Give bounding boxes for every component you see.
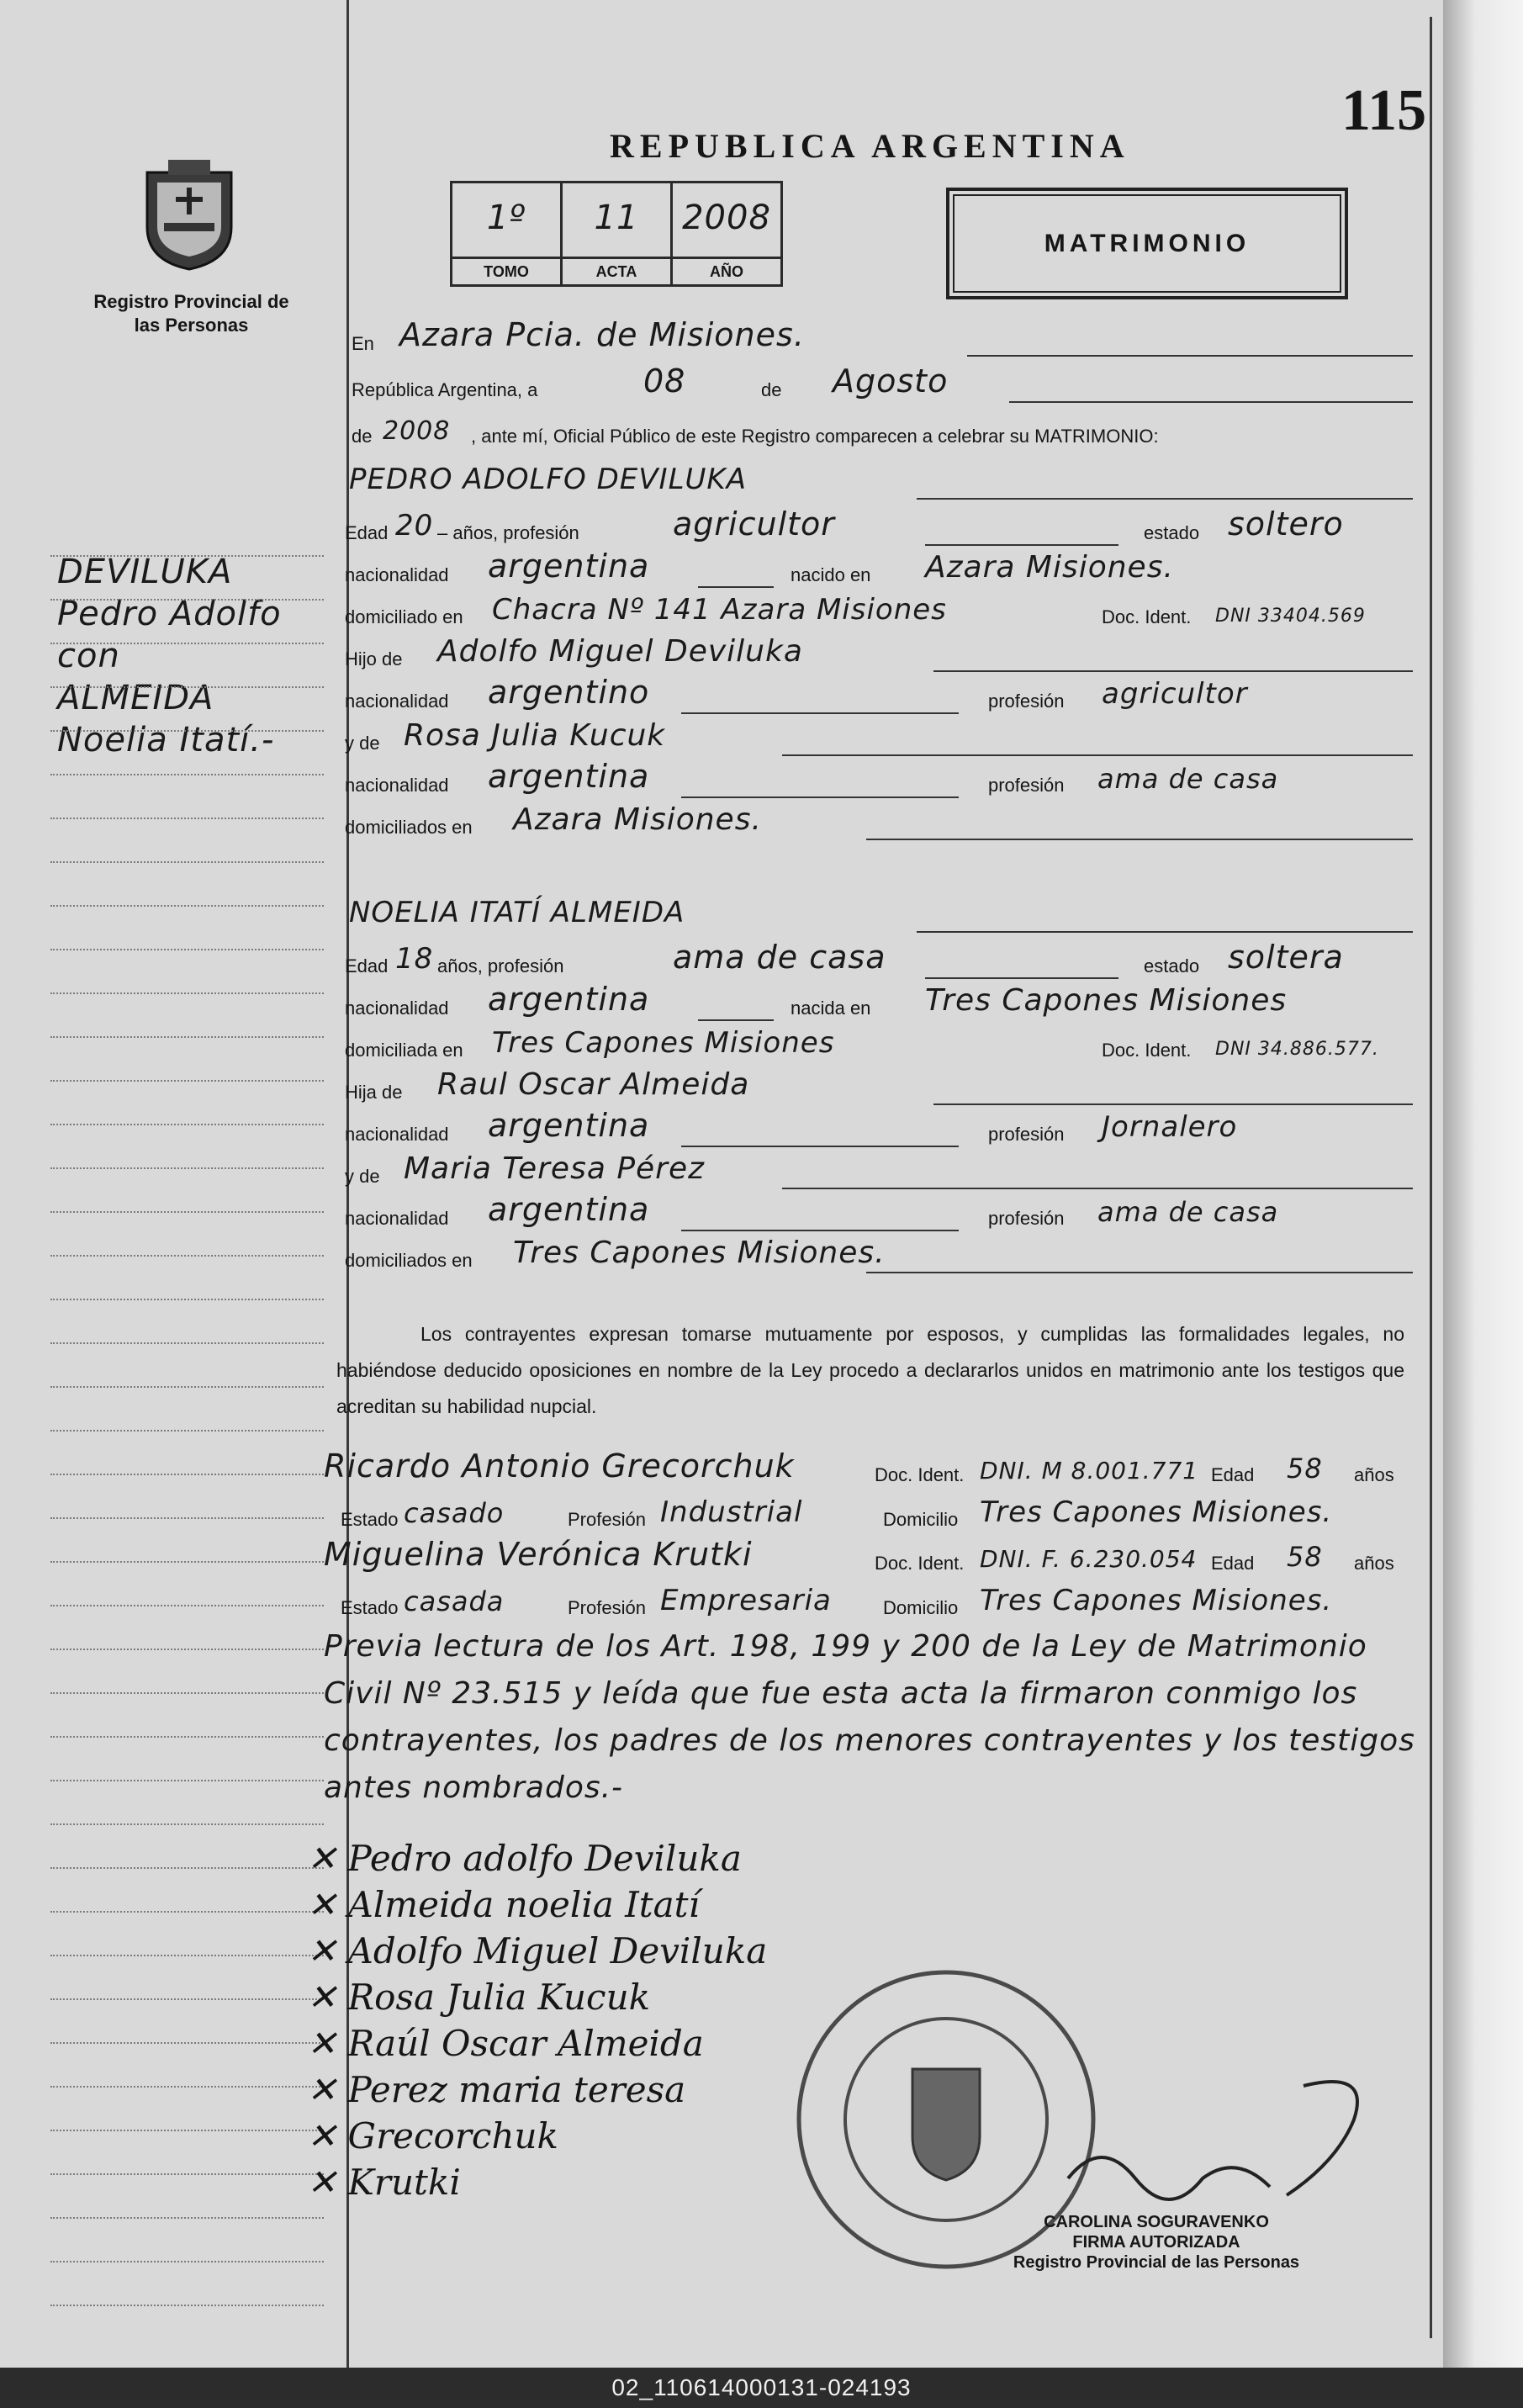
estado-label: estado — [1144, 522, 1200, 543]
bride-father: Raul Oscar Almeida — [437, 1067, 750, 1102]
right-rule — [1430, 17, 1432, 2338]
footer-id: 02_110614000131-024193 — [0, 2368, 1523, 2408]
official-role: FIRMA AUTORIZADA — [1072, 2233, 1240, 2252]
dotted-line — [50, 1911, 324, 1913]
estado-label: Estado — [341, 1597, 399, 1618]
prof-label: Profesión — [568, 1509, 646, 1530]
estado-label: Estado — [341, 1509, 399, 1530]
dotted-line — [50, 1517, 324, 1519]
official-entity: Registro Provincial de las Personas — [1013, 2253, 1300, 2272]
witness2-row2 — [341, 1575, 1425, 1626]
dotted-line — [50, 1649, 324, 1650]
groom-father-prof: agricultor — [1102, 677, 1248, 711]
prof-label: Profesión — [568, 1597, 646, 1618]
republica-label: República Argentina, a — [352, 379, 538, 400]
signature-text: Krutki — [347, 2162, 461, 2203]
intro-text: , ante mí, Oficial Público de este Registro comparecen a celebrar su MATRIMONIO: — [471, 426, 1159, 447]
nacionalidad-label: nacionalidad — [345, 564, 449, 585]
dotted-line — [50, 1780, 324, 1781]
dotted-line — [50, 1255, 324, 1257]
dotted-line — [50, 2217, 324, 2219]
year-prefix: de — [352, 426, 373, 447]
form-row — [345, 887, 1425, 938]
groom-mother: Rosa Julia Kucuk — [404, 718, 666, 753]
groom-civil-state: soltero — [1228, 505, 1344, 542]
witness1-state: casado — [404, 1497, 505, 1529]
folio-number: 115 — [1341, 78, 1427, 143]
dotted-line — [50, 1342, 324, 1344]
signature: ✕ Raúl Oscar Almeida — [307, 2023, 704, 2064]
acta-cell — [563, 183, 673, 284]
anos-label: – años, profesión — [437, 522, 579, 543]
row-place — [345, 311, 1425, 362]
nacionalidad-label: nacionalidad — [345, 691, 449, 712]
tomo-label: TOMO — [452, 257, 560, 284]
born-label: nacida en — [791, 998, 871, 1019]
page-edge — [1443, 0, 1523, 2368]
nacionalidad-label: nacionalidad — [345, 1124, 449, 1145]
bride-name: NOELIA ITATÍ ALMEIDA — [349, 896, 685, 929]
domiciliados-label: domiciliados en — [345, 1250, 473, 1271]
dom-label: Domicilio — [883, 1597, 959, 1618]
signature: ✕ Perez maria teresa — [307, 2069, 686, 2110]
dotted-line — [50, 949, 324, 950]
dotted-line — [50, 643, 324, 644]
row-date — [345, 357, 1425, 408]
fill-line — [917, 498, 1413, 500]
parent-label: Hijo de — [345, 648, 403, 669]
edad-label: Edad — [1211, 1553, 1255, 1574]
born-label: nacido en — [791, 564, 871, 585]
place-value: Azara Pcia. de Misiones. — [399, 316, 805, 353]
doc-label: Doc. Ident. — [1102, 1040, 1192, 1061]
margin-line: ALMEIDA — [57, 679, 214, 717]
dotted-line — [50, 2173, 324, 2175]
day-value: 08 — [643, 363, 686, 400]
signature: ✕ Almeida noelia Itatí — [307, 1884, 700, 1925]
prof-label: profesión — [988, 1208, 1065, 1229]
witness2-state: casada — [404, 1585, 505, 1617]
doc-label: Doc. Ident. — [1102, 606, 1192, 627]
signature: ✕ Krutki — [307, 2162, 461, 2203]
left-margin — [0, 0, 345, 2368]
acta-label: ACTA — [563, 257, 670, 284]
witness1-row2 — [341, 1487, 1425, 1537]
anos-label: años — [1354, 1464, 1394, 1485]
dotted-line — [50, 774, 324, 775]
groom-age: 20 — [395, 509, 434, 542]
witness2-doc: DNI. F. 6.230.054 — [980, 1545, 1198, 1573]
signature-text: Almeida noelia Itatí — [347, 1884, 700, 1925]
signature-text: Grecorchuk — [347, 2115, 558, 2157]
signature: ✕ Adolfo Miguel Deviluka — [307, 1930, 768, 1971]
witness2-name: Miguelina Verónica Krutki — [324, 1536, 753, 1573]
witness1-address: Tres Capones Misiones. — [980, 1495, 1333, 1529]
bride-civil-state: soltera — [1228, 939, 1344, 976]
dotted-line — [50, 1692, 324, 1694]
dotted-line — [50, 1561, 324, 1563]
year-value: 2008 — [383, 416, 451, 446]
dotted-line — [50, 1036, 324, 1038]
domicilio-label: domiciliada en — [345, 1040, 463, 1061]
dotted-line — [50, 1386, 324, 1388]
signature-text: Raúl Oscar Almeida — [347, 2023, 704, 2064]
form-row — [345, 1228, 1425, 1278]
bride-mother: Maria Teresa Pérez — [404, 1151, 706, 1186]
witness2-address: Tres Capones Misiones. — [980, 1584, 1333, 1617]
signature-text: Adolfo Miguel Deviluka — [347, 1930, 768, 1971]
dotted-line — [50, 1823, 324, 1825]
margin-line: Pedro Adolfo — [57, 595, 282, 633]
groom-parents-address: Azara Misiones. — [513, 802, 762, 837]
dotted-line — [50, 1080, 324, 1082]
province-seal-icon — [139, 156, 240, 273]
bride-age: 18 — [395, 942, 434, 976]
margin-line: con — [57, 637, 120, 675]
de-label: de — [761, 379, 782, 400]
signature-text: Perez maria teresa — [347, 2069, 686, 2110]
dotted-line — [50, 730, 324, 732]
dotted-line — [50, 992, 324, 994]
dotted-line — [50, 1955, 324, 1956]
fill-line — [917, 931, 1413, 933]
dotted-line — [50, 1299, 324, 1300]
registry-label: Registro Provincial de las Personas — [93, 291, 289, 336]
dotted-line — [50, 1211, 324, 1213]
bride-mother-prof: ama de casa — [1097, 1196, 1279, 1228]
ano-value: 2008 — [682, 198, 771, 237]
bride-address: Tres Capones Misiones — [492, 1026, 835, 1060]
estado-label: estado — [1144, 955, 1200, 976]
nacionalidad-label: nacionalidad — [345, 998, 449, 1019]
dotted-line — [50, 818, 324, 819]
groom-address: Chacra Nº 141 Azara Misiones — [492, 593, 947, 627]
witness1-prof: Industrial — [660, 1495, 803, 1529]
dotted-line — [50, 2086, 324, 2088]
official-name: CAROLINA SOGURAVENKO — [1044, 2213, 1269, 2231]
dom-label: Domicilio — [883, 1509, 959, 1530]
margin-line: DEVILUKA — [57, 553, 233, 591]
bride-doc: DNI 34.886.577. — [1215, 1039, 1379, 1060]
dotted-line — [50, 1124, 324, 1125]
groom-nationality: argentina — [488, 548, 650, 585]
fill-line — [1009, 401, 1413, 403]
dotted-line — [50, 1474, 324, 1475]
ano-cell — [673, 183, 780, 284]
domicilio-label: domiciliado en — [345, 606, 463, 627]
dotted-line — [50, 2261, 324, 2262]
y-de-label: y de — [345, 733, 380, 754]
fill-line — [866, 1272, 1413, 1273]
official-signature-icon — [1051, 2052, 1404, 2220]
bride-parents-address: Tres Capones Misiones. — [513, 1236, 886, 1270]
prof-label: profesión — [988, 1124, 1065, 1145]
groom-profession: agricultor — [673, 505, 835, 542]
dotted-line — [50, 905, 324, 907]
ano-label: AÑO — [673, 257, 780, 284]
witness1-row — [324, 1442, 1425, 1493]
bride-nationality: argentina — [488, 981, 650, 1018]
bride-profession: ama de casa — [673, 939, 886, 976]
nacionalidad-label: nacionalidad — [345, 775, 449, 796]
prof-label: profesión — [988, 775, 1065, 796]
dotted-line — [50, 1736, 324, 1738]
groom-name: PEDRO ADOLFO DEVILUKA — [349, 463, 747, 496]
y-de-label: y de — [345, 1166, 380, 1187]
form-row — [345, 454, 1425, 505]
nacionalidad-label: nacionalidad — [345, 1208, 449, 1229]
dotted-line — [50, 1167, 324, 1169]
dotted-line — [50, 861, 324, 863]
dotted-line — [50, 1430, 324, 1432]
dotted-line — [50, 2130, 324, 2131]
signature: ✕ Pedro adolfo Deviluka — [307, 1838, 742, 1879]
official-block — [988, 2212, 1325, 2273]
doc-label: Doc. Ident. — [875, 1553, 965, 1574]
groom-doc: DNI 33404.569 — [1215, 606, 1366, 627]
fill-line — [967, 355, 1413, 357]
edad-label: Edad — [345, 955, 389, 976]
signature: ✕ Rosa Julia Kucuk — [307, 1977, 651, 2018]
parent-label: Hija de — [345, 1082, 403, 1103]
closing-text: Previa lectura de los Art. 198, 199 y 200 de la Ley de Matrimonio Civil Nº 23.515 y leída que fue esta acta la firmaron conmigo los contrayentes, los padres de los menores contrayentes y los testigos antes nombrados.- — [324, 1629, 1415, 1805]
tomo-cell — [452, 183, 563, 284]
edad-label: Edad — [1211, 1464, 1255, 1485]
declaration-text: Los contrayentes expresan tomarse mutuamente por esposos, y cumplidas las formalidades legales, no habiéndose deducido oposiciones en nombre de la Ley procedo a declararlos unidos en matrimonio ante los testigos que acreditan su habilidad nupcial. — [336, 1323, 1404, 1417]
witness2-age: 58 — [1287, 1541, 1323, 1573]
witness1-age: 58 — [1287, 1453, 1323, 1484]
dotted-line — [50, 686, 324, 688]
bride-born: Tres Capones Misiones — [925, 983, 1288, 1018]
groom-mother-prof: ama de casa — [1097, 763, 1279, 795]
dotted-line — [50, 1867, 324, 1869]
signature-text: Pedro adolfo Deviluka — [347, 1838, 742, 1879]
witness2-row — [324, 1531, 1425, 1581]
groom-born: Azara Misiones. — [925, 550, 1174, 585]
margin-line: Noelia Itatí.- — [57, 721, 275, 759]
anos-label: años, profesión — [437, 955, 564, 976]
republic-heading: REPUBLICA ARGENTINA — [610, 127, 1130, 165]
tomo-value: 1º — [486, 198, 526, 237]
record-index-box — [450, 181, 783, 287]
dotted-line — [50, 555, 324, 557]
row-year — [345, 404, 1425, 454]
dotted-line — [50, 2305, 324, 2306]
bride-father-prof: Jornalero — [1102, 1110, 1238, 1144]
signature: ✕ Grecorchuk — [307, 2115, 558, 2157]
en-label: En — [352, 333, 374, 354]
witness1-name: Ricardo Antonio Grecorchuk — [324, 1447, 795, 1484]
bride-father-nat: argentina — [488, 1107, 650, 1144]
dotted-line — [50, 599, 324, 601]
fill-line — [866, 839, 1413, 840]
groom-father-nat: argentino — [488, 674, 650, 711]
groom-father: Adolfo Miguel Deviluka — [437, 634, 803, 669]
doc-label: Doc. Ident. — [875, 1464, 965, 1485]
dotted-line — [50, 1998, 324, 2000]
month-value: Agosto — [833, 363, 949, 400]
witness2-prof: Empresaria — [660, 1584, 832, 1617]
edad-label: Edad — [345, 522, 389, 543]
witness1-doc: DNI. M 8.001.771 — [980, 1457, 1199, 1484]
bride-mother-nat: argentina — [488, 1191, 650, 1228]
act-type-box: MATRIMONIO — [946, 188, 1348, 299]
groom-mother-nat: argentina — [488, 758, 650, 795]
prof-label: profesión — [988, 691, 1065, 712]
domiciliados-label: domiciliados en — [345, 817, 473, 838]
dotted-line — [50, 2042, 324, 2044]
anos-label: años — [1354, 1553, 1394, 1574]
form-row — [345, 795, 1425, 845]
acta-value: 11 — [594, 198, 639, 237]
dotted-line — [50, 1605, 324, 1606]
signature-text: Rosa Julia Kucuk — [347, 1977, 651, 2018]
